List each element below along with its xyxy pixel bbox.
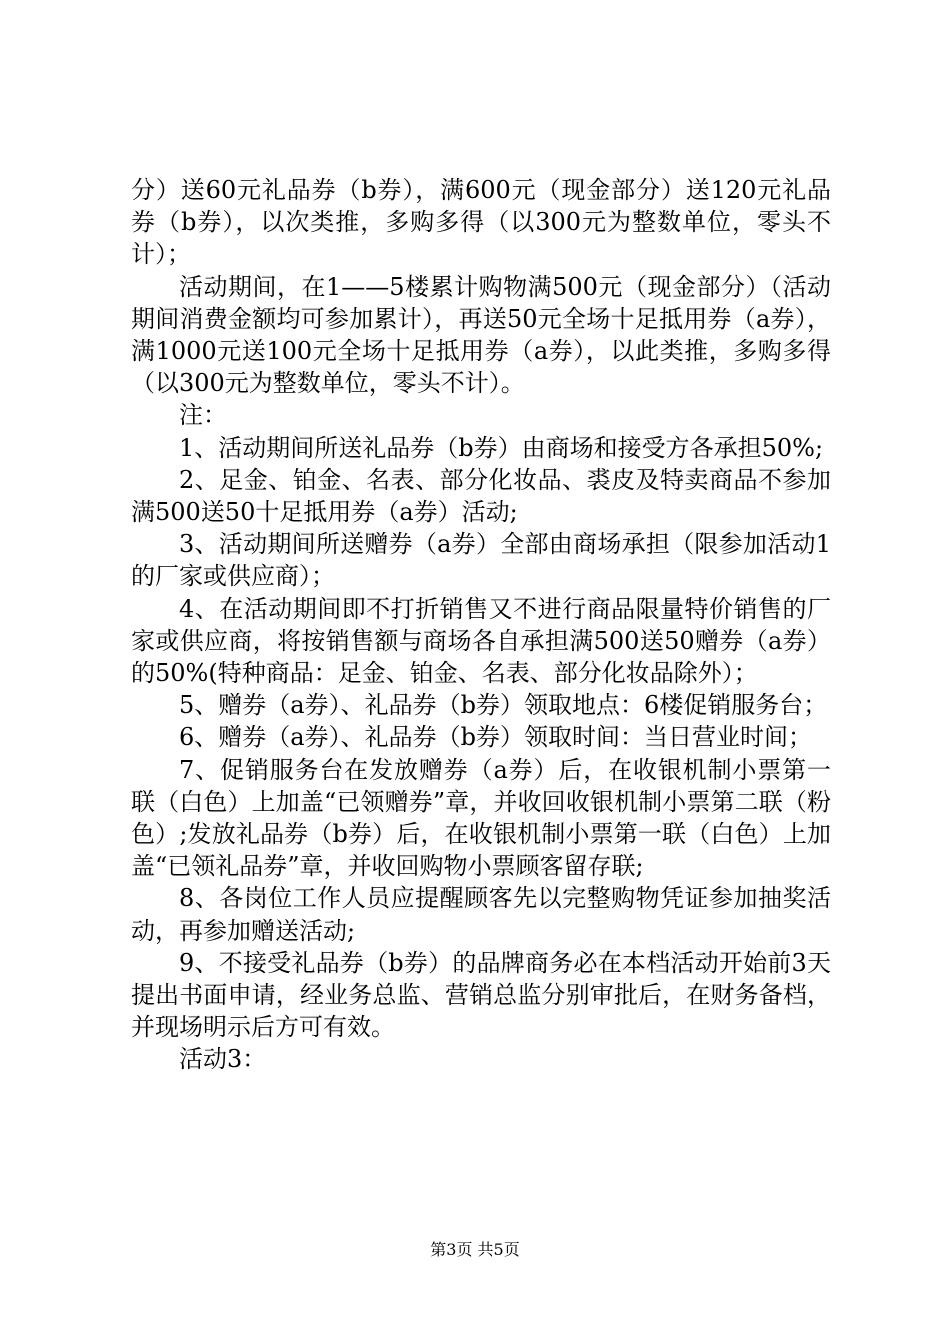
paragraph: 5、赠券（a券）、礼品券（b券）领取地点：6楼促销服务台； (179, 691, 828, 720)
paragraph: 4、在活动期间即不打折销售又不进行商品限量特价销售的厂家或供应商，将按销售额与商场各自承担满500送50赠券（a券）的50%(特种商品：足金、铂金、名表、部分化妆品除外）； (131, 594, 831, 688)
paragraph: 活动3： (179, 1045, 267, 1074)
paragraph: 注： (179, 401, 227, 430)
paragraph: 3、活动期间所送赠券（a券）全部由商场承担（限参加活动1的厂家或供应商）； (131, 530, 831, 591)
paragraph: 2、足金、铂金、名表、部分化妆品、裘皮及特卖商品不参加满500送50十足抵用券（a券）活动; (131, 465, 831, 527)
paragraph: 1、活动期间所送礼品券（b券）由商场和接受方各承担50%; (179, 433, 824, 462)
page-number-footer: 第3页 共5页 (430, 1240, 520, 1259)
paragraph: 9、不接受礼品券（b券）的品牌商务必在本档活动开始前3天提出书面申请，经业务总监、营销总监分别审批后，在财务备档，并现场明示后方可有效。 (131, 948, 831, 1042)
document-body (131, 174, 831, 1076)
paragraph: 6、赠券（a券）、礼品券（b券）领取时间：当日营业时间； (179, 723, 812, 752)
paragraph: 7、促销服务台在发放赠券（a券）后，在收银机制小票第一联（白色）上加盖“已领赠券”章，并收回收银机制小票第二联（粉色）;发放礼品券（b券）后，在收银机制小票第一联（白色）上加盖“已领礼品券”章，并收回购物小票顾客留存联; (131, 755, 831, 881)
paragraph: 8、各岗位工作人员应提醒顾客先以完整购物凭证参加抽奖活动，再参加赠送活动; (131, 884, 831, 945)
paragraph: 活动期间，在1——5楼累计购物满500元（现金部分）（活动期间消费金额均可参加累计），再送50元全场十足抵用券（a券），满1000元送100元全场十足抵用券（a券），以此类推，多购多得（以300元为整数单位，零头不计）。 (131, 272, 831, 398)
paragraph: 分）送60元礼品券（b券），满600元（现金部分）送120元礼品券（b券），以次类推，多购多得（以300元为整数单位，零头不计）； (131, 176, 831, 269)
